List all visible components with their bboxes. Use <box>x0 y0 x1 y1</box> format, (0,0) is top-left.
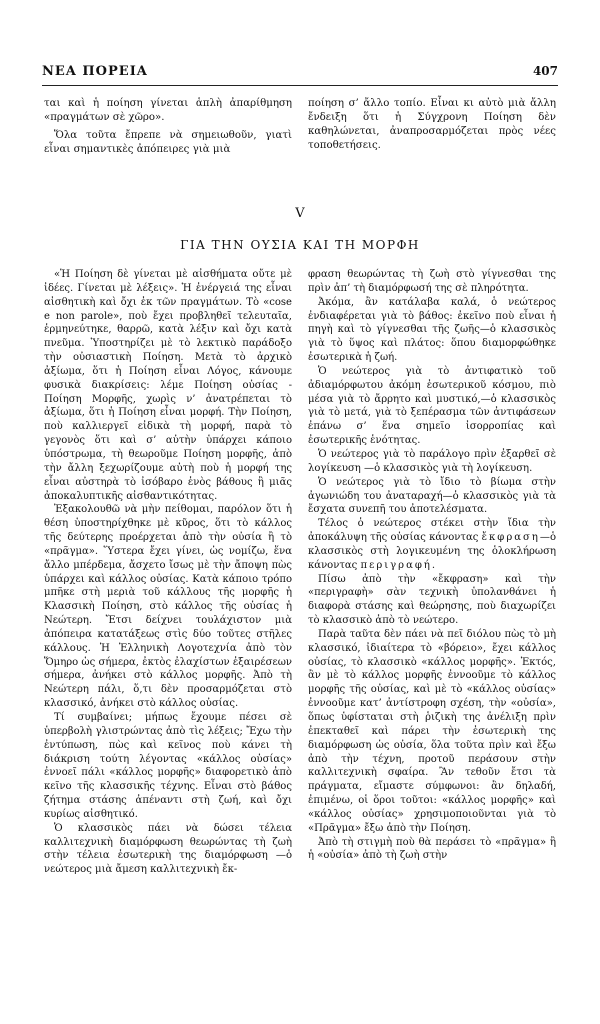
paragraph: ποίηση σ’ ἄλλο τοπίο. Εἶναι κι αὐτὸ μιὰ ἄλλη ἔνδειξη ὅτι ἡ Σύγχρονη Ποίηση δὲν καθηλώνεται, ἀναπροσαρμόζεται πρὸς νέες τοποθετήσεις. <box>308 98 556 151</box>
section-number: V <box>295 206 305 221</box>
text-run: —ὁ κλασσικὸς στὴ λογικευμένη της ὁλοκλήρωση κάνοντας <box>308 532 556 571</box>
main-right-column <box>308 268 556 877</box>
paragraph: Πίσω ἀπὸ τὴν «ἔκφραση» καὶ τὴν «περιγραφὴ» σὰν τεχνικὴ ὑπολανθάνει ἡ διαφορὰ στάσης καὶ θεώρησης, ποὺ διαχωρίζει τὸ κλασσικὸ ἀπὸ τὸ νεώτερο. <box>308 573 556 627</box>
paragraph: ται καὶ ἡ ποίηση γίνεται ἁπλὴ ἀπαρίθμηση «πραγμάτων σὲ χῶρο». <box>44 98 292 123</box>
running-header <box>42 64 558 86</box>
paragraph: Ὁ κλασσικὸς πάει νὰ δώσει τέλεια καλλιτεχνικὴ διαμόρφωση θεωρώντας τὴ ζωὴ στὴν τέλεια ἐσωτερικὴ της διαμόρφωση —ὁ νεώτερος μιὰ ἄμεση καλλιτεχνικὴ ἔκ- <box>44 822 292 876</box>
paragraph: Ἀπὸ τὴ στιγμὴ ποὺ θὰ περάσει τὸ «πρᾶγμα» ἢ ἡ «οὐσία» ἀπὸ τὴ ζωὴ στὴν <box>308 836 556 862</box>
top-right-column <box>308 97 556 161</box>
paragraph: Ὁ νεώτερος γιὰ τὸ ἀντιφατικὸ τοῦ ἀδιαμόρφωτου ἀκόμη ἐσωτερικοῦ κόσμου, πιὸ μέσα γιὰ τὸ ἄρρητο καὶ μυστικό,—ὁ κλασσικὸς γιὰ τὸ μετά, γιὰ τὸ ξεπέρασμα τῶν ἀντιφάσεων ἐπάνω σ’ ἕνα σημεῖο ἰσορροπίας καὶ ἐσωτερικῆς ἑνότητας. <box>308 365 556 447</box>
top-left-column <box>44 97 292 161</box>
paragraph: Τί συμβαίνει; μήπως ἔχουμε πέσει σὲ ὑπερβολὴ γλιστρώντας ἀπὸ τὶς λέξεις; Ἔχω τὴν ἐντύπωση, πὼς καὶ κεῖνος ποὺ κάνει τὴ διάκριση τούτη λέγοντας «κάλλος οὐσίας» ἐννοεῖ πάλι «κάλλος μορφῆς» διαφορετικὸ ἀπὸ κεῖνο τῆς κλασσικῆς τέχνης. Εἶναι στὸ βάθος ζήτημα στάσης ἀπέναντι στὴ ζωή, καὶ ὄχι κυρίως αἰσθητικό. <box>44 712 292 820</box>
continued-text <box>44 97 556 161</box>
paragraph: Ὁ νεώτερος γιὰ τὸ παράλογο πρὶν ἐξαρθεῖ σὲ λογίκευση —ὁ κλασσικὸς γιὰ τὴ λογίκευση. <box>308 448 556 474</box>
paragraph: Παρὰ ταῦτα δὲν πάει νὰ πεῖ διόλου πὼς τὸ μὴ κλασσικό, ἰδιαίτερα τὸ «βόρειο», ἔχει κάλλος οὐσίας, τὸ κλασσικὸ «κάλλος μορφῆς». Ἐκτός, ἂν μὲ τὸ κάλλος μορφῆς ἐννοοῦμε τὸ κάλλος μορφῆς τῆς οὐσίας, καὶ μὲ τὸ «κάλλος οὐσίας» ἐννοοῦμε κατ’ ἀντίστροφη σχέση, τὴν «οὐσία», ὅπως ὑφίσταται στὴ ῥιζικὴ της ἀνέλιξη πρὶν ἐπεκταθεῖ καὶ πάρει τὴν ἐσωτερικὴ της διαμόρφωση ὡς οὐσία, ὅλα τοῦτα πρὶν καὶ ἔξω ἀπὸ τὴν τέχνη, προτοῦ περάσουν στὴν καλλιτεχνικὴ σφαίρα. Ἂν τεθοῦν ἔτσι τὰ πράγματα, εἴμαστε σύμφωνοι: ἂν δηλαδή, ἐπιμένω, οἱ ὅροι τοῦτοι: «κάλλος μορφῆς» καὶ «κάλλος οὐσίας» χρησιμοποιοῦνται γιὰ τὸ «Πρᾶγμα» ἔξω ἀπὸ τὴν Ποίηση. <box>308 628 556 834</box>
main-left-column <box>44 268 292 877</box>
text-run: Τέλος ὁ νεώτερος στέκει στὴν ἴδια τὴν ἀποκάλυψη τῆς οὐσίας κάνοντας <box>308 518 556 544</box>
paragraph: Ὅλα τοῦτα ἔπρεπε νὰ σημειωθοῦν, γιατὶ εἶναι σημαντικὲς ἀπόπειρες γιὰ μιὰ <box>44 129 292 155</box>
paragraph: Ὁ νεώτερος γιὰ τὸ ἴδιο τὸ βίωμα στὴν ἀγωνιώδη του ἀναταραχή—ὁ κλασσικὸς γιὰ τὰ ἔσχατα συνεπῆ του ἀποτελέσματα. <box>308 476 556 516</box>
paragraph: Ἐξακολουθῶ νὰ μὴν πείθομαι, παρόλον ὅτι ἡ θέση ὑποστηρίχθηκε μὲ κῦρος, ὅτι τὸ κάλλος τῆς δεύτερης προέρχεται ἀπὸ τὴν οὐσία ἢ τὸ «πρᾶγμα». Ὕστερα ἔχει γίνει, ὡς νομίζω, ἕνα ἄλλο μπέρδεμα, ἄσχετο ἴσως μὲ τὴν ἄποψη πὼς ὑπάρχει καὶ κάλλος οὐσίας. Κατὰ κάποιο τρόπο μπῆκε στὴ μεριὰ τοῦ κάλλους τῆς μορφῆς ἡ Κλασσικὴ Ποίηση, στὸ κάλλος τῆς οὐσίας ἡ Νεώτερη. Ἔτσι δείχνει τουλάχιστον μιὰ ἀπόπειρα κατατάξεως στὶς δύο τοῦτες στῆλες κάλλους. Ἡ Ἑλληνικὴ Λογοτεχνία ἀπὸ τὸν Ὅμηρο ὡς σήμερα, ἐκτὸς ἐλαχίστων ἐξαιρέσεων σήμερα, ἀνήκει στὸ κάλλος μορφῆς. Ἀπὸ τὴ Νεώτερη πάλι, ὅ,τι δὲν προσαρμόζεται στὸ κλασσικό, ἀνήκει στὸ κάλλος οὐσίας. <box>44 504 292 710</box>
paragraph: φραση θεωρώντας τὴ ζωὴ στὸ γίγνεσθαι της πρὶν ἀπ’ τὴ διαμόρφωσή της σὲ πληρότητα. <box>308 269 556 294</box>
paragraph: Ἀκόμα, ἂν κατάλαβα καλά, ὁ νεώτερος ἐνδιαφέρεται γιὰ τὸ βάθος: ἐκεῖνο ποὺ εἶναι ἡ πηγὴ καὶ τὸ γίγνεσθαι τῆς ζωῆς—ὁ κλασσικὸς γιὰ τὸ ὕψος καὶ πλάτος: ὅπου διαμορφώθηκε ἐσωτερικὰ ἡ ζωή. <box>308 296 556 364</box>
page-number: 407 <box>532 64 558 78</box>
section-title: ΓΙΑ ΤΗΝ ΟΥΣΙΑ ΚΑΙ ΤΗ ΜΟΡΦΗ <box>180 238 420 252</box>
spaced-term: ἔκφραση <box>481 532 540 544</box>
main-text <box>44 268 556 877</box>
paragraph: «Ἡ Ποίηση δὲ γίνεται μὲ αἰσθήματα οὔτε μὲ ἰδέες. Γίνεται μὲ λέξεις». Ἡ ἐνέργειά της εἶναι αἰσθητικὴ καὶ ὄχι ἐκ τῶν πραγμάτων. Τὸ «cose e non parole», ποὺ ἔχει προβληθεῖ τελευταῖα, ἑρμηνεύτηκε, θαρρῶ, κατὰ λέξιν καὶ ὄχι κατὰ πνεῦμα. Ὑποστηρίζει μὲ τὸ λεκτικὸ παράδοξο τὴν οὐσιαστικὴ Ποίηση. Μετὰ τὸ ἀρχικὸ ἀξίωμα, ὅτι ἡ Ποίηση εἶναι Λόγος, κάνουμε φυσικὰ διακρίσεις: λέμε Ποίηση οὐσίας - Ποίηση Μορφῆς, χωρὶς ν’ ἀνατρέπεται τὸ ἀξίωμα, ὅτι ἡ Ποίηση εἶναι μορφή. Τὴν Ποίηση, ποὺ καλλιεργεῖ εἰδικὰ τὴ μορφή, παρὰ τὸ γεγονὸς ὅτι καὶ σ’ αὐτὴν ὑπάρχει κάποιο ὑπόστρωμα, τὴ θεωροῦμε Ποίηση μορφῆς, ἀπὸ τὴν ἄλλη ξεχωρίζουμε αὐτὴ ποὺ ἡ μορφή της εἶναι αὐστηρὰ τὸ ἰσόβαρο ἑνὸς βάθους ἢ μιᾶς ἀποκαλυπτικῆς αἰσθαντικότητας. <box>44 269 292 502</box>
journal-title: ΝΕΑ ΠΟΡΕΙΑ <box>42 64 148 79</box>
spaced-term: περιγραφή. <box>360 559 438 571</box>
paragraph <box>308 517 556 572</box>
